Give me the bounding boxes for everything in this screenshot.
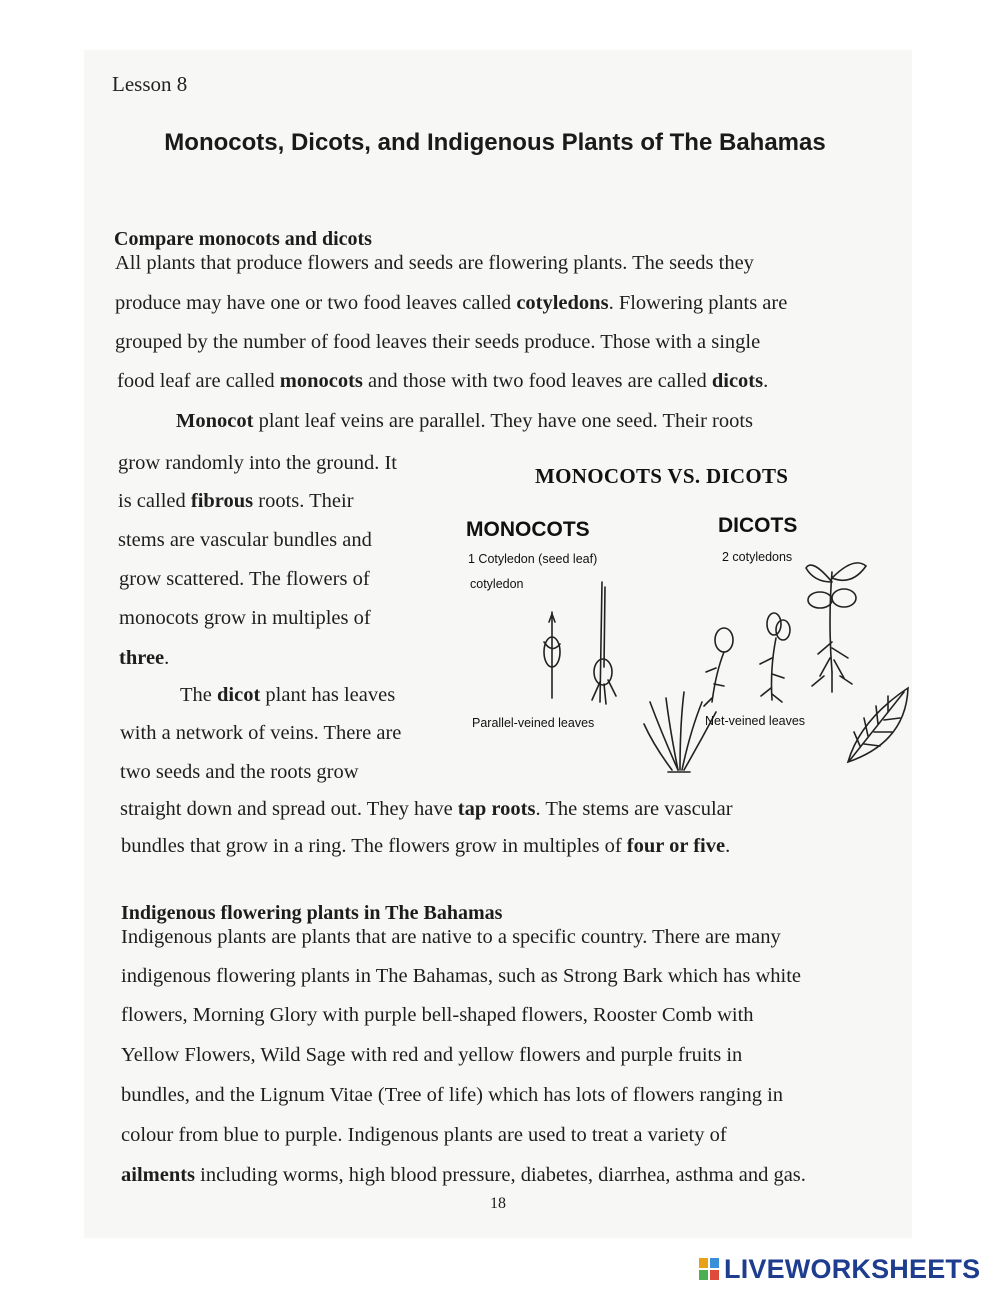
text-line: colour from blue to purple. Indigenous plants are used to treat a variety of (121, 1124, 727, 1146)
section-heading-indigenous: Indigenous flowering plants in The Bahamas (121, 902, 503, 924)
liveworksheets-logo (698, 1254, 980, 1284)
text-line: food leaf are called monocots and those with two food leaves are called dicots. (117, 370, 769, 392)
dicot-seedling-icon (704, 628, 733, 706)
text-line: monocots grow in multiples of (119, 607, 371, 629)
dicots-subtitle: 2 cotyledons (722, 550, 793, 564)
monocot-seedling-icon (544, 612, 560, 698)
text-line: All plants that produce flowers and seeds are flowering plants. The seeds they (115, 252, 754, 274)
text-line: grow randomly into the ground. It (118, 452, 397, 474)
monocots-vs-dicots-diagram (440, 462, 912, 782)
text-line: with a network of veins. There are (120, 722, 402, 744)
text-line: straight down and spread out. They have tap roots. The stems are vascular (120, 798, 733, 820)
monocot-sprout-icon (592, 582, 616, 704)
plant-illustrations (440, 462, 912, 782)
page-title: Monocots, Dicots, and Indigenous Plants of The Bahamas (164, 129, 826, 156)
text-line: grow scattered. The flowers of (119, 568, 370, 590)
text-line: three. (119, 647, 170, 669)
monocots-cotyledon-label: cotyledon (470, 577, 524, 591)
liveworksheets-logo-icon (698, 1257, 720, 1281)
parallel-veined-label: Parallel-veined leaves (472, 716, 595, 730)
text-line: Indigenous plants are plants that are native to a specific country. There are many (121, 926, 781, 948)
text-line: stems are vascular bundles and (118, 529, 372, 551)
monocots-heading: MONOCOTS (466, 518, 590, 541)
dicot-sprout-icon (760, 613, 790, 702)
net-veined-leaf-icon (848, 688, 908, 762)
liveworksheets-logo-text: LIVEWORKSHEETS (724, 1253, 981, 1284)
text-line: indigenous flowering plants in The Bahamas, such as Strong Bark which has white (121, 965, 801, 987)
text-line: Yellow Flowers, Wild Sage with red and yellow flowers and purple fruits in (121, 1044, 743, 1066)
text-line: produce may have one or two food leaves called cotyledons. Flowering plants are (115, 292, 788, 314)
text-line: two seeds and the roots grow (120, 761, 359, 783)
page-number: 18 (490, 1195, 506, 1212)
dicots-heading: DICOTS (718, 514, 798, 537)
monocots-subtitle: 1 Cotyledon (seed leaf) (468, 552, 598, 566)
text-line: ailments including worms, high blood pressure, diabetes, diarrhea, asthma and gas. (121, 1164, 806, 1186)
section-heading-compare: Compare monocots and dicots (114, 228, 372, 250)
net-veined-label: Net-veined leaves (705, 714, 806, 728)
text-line: grouped by the number of food leaves their seeds produce. Those with a single (115, 331, 761, 353)
text-line: flowers, Morning Glory with purple bell-shaped flowers, Rooster Comb with (121, 1004, 754, 1026)
text-line: is called fibrous roots. Their (118, 490, 354, 512)
text-line: The dicot plant has leaves (180, 684, 396, 706)
text-line: bundles, and the Lignum Vitae (Tree of life) which has lots of flowers ranging in (121, 1084, 784, 1106)
text-line: Monocot plant leaf veins are parallel. They have one seed. Their roots (176, 410, 754, 432)
diagram-title: MONOCOTS VS. DICOTS (535, 464, 789, 488)
lesson-label: Lesson 8 (112, 72, 188, 96)
dicot-plant-icon (806, 563, 866, 692)
text-line: bundles that grow in a ring. The flowers grow in multiples of four or five. (121, 835, 731, 857)
